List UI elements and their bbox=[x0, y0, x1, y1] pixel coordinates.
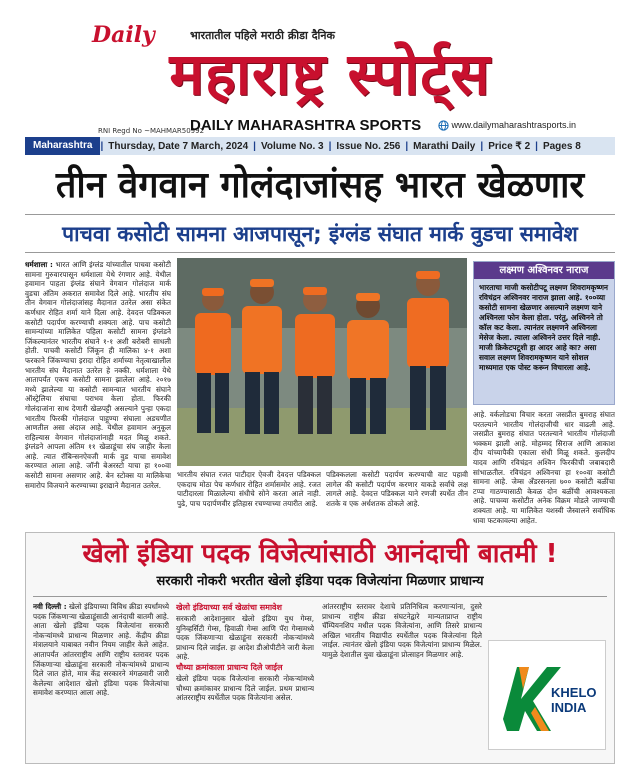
khelo-body-1: खेलो इंडियाच्या विविध क्रीडा स्पर्धांमध्ये पदक जिंकणाऱ्या खेळाडूंसाठी आनंदाची बातमी आहे. आता खेलो इंडिया पदक विजेत्यांना सरकारी नोकऱ्यांमध्ये प्राधान्य मिळणार आहे. केंद्रीय क्रीडा मंत्रालयाने याबाबत नवीन नियम जाहीर केले आहेत. आतापर्यंत आंतरराष्ट्रीय आणि राष्ट्रीय स्तरावर पदक जिंकणाऱ्या खेळाडूंना सरकारी नोकऱ्यांमध्ये प्राधान्य दिले जात होते, मात्र केंद्र सरकारने मंगळवारी जारी केलेल्या आदेशात खेलो इंडिया पदक विजेत्यांचा समावेश करण्यात आला आहे. bbox=[33, 602, 169, 698]
rni-number: RNI Regd No ~MAHMAR50992 bbox=[98, 127, 205, 135]
website-url[interactable]: www.dailymaharashtrasports.in bbox=[451, 120, 577, 130]
info-language: Marathi Daily bbox=[413, 140, 476, 152]
divider bbox=[33, 596, 607, 597]
info-price: Price ₹ 2 bbox=[488, 140, 531, 152]
info-date: Thursday, Date 7 March, 2024 bbox=[108, 140, 249, 152]
info-pages: Pages 8 bbox=[542, 140, 581, 152]
logo-text-khelo: KHELO bbox=[551, 685, 597, 700]
lead-body-1: भारत आणि इंग्लंड यांच्यातील पाचवा कसोटी सामना गुरुवारपासून धर्मशाला येथे रंगणार आहे. येथील हवामान पाहता इंग्लंड संघाने वेगवान गोलंदाज मार्क वुडचा अंतिम अकरात समावेश दिले आहे. भारतीय संघ तीन वेगवान गोलंदाजांसह मैदानात उतरेल असा संकेत कर्णधार रोहित शर्मा याने दिला आहे. देवदत्त पडिक्कल कसोटी पदार्पण करण्याची शक्यता आहे. पाच कसोटी सामन्यांच्या मालिकेत पहिला कसोटी सामना इंग्लंडने जिंकल्यानंतर भारतीय संघाने १-१ अशी बरोबरी साधली होती. पाचवी कसोटी जिंकून ही मालिका ४-१ अशा फरकाने जिंकण्याचा इरादा रोहित शर्माच्या नेतृत्वाखालील भारतीय संघ मैदानात उतरेल हे नक्की. धर्मशाला येथे आतापर्यंत एकच कसोटी सामना झालेला आहे. २०१७ मध्ये झालेल्या या कसोटी सामन्यात भारतीय संघाने ऑस्ट्रेलिया संघाचा पराभव केला होता. फिरकी गोलंदाजांना साथ देणारी खेळपट्टी असल्याने पुन्हा एकदा भारतीय फिरकी गोलंदाज पाहुण्या संघाला अडचणीत आणतील असा अंदाज आहे. येथील हवामान अनुकूल राहिल्यास वेगवान गोलंदाजांनाही मदत मिळू शकते. इंग्लंडने आपला अंतिम ११ खेळाडूंचा संघ जाहीर केला आहे. त्यात रॉबिन्सनऐवजी मार्क वुड याचा समावेश करण्यात आला आहे. जॉनी बेअरस्टो याचा हा १००वा कसोटी सामना असणार आहे. बेन स्टोक्स या मालिकेचा समारोप विजयाने करण्याच्या इराद्याने मैदानात उतरेल. bbox=[25, 260, 171, 490]
sidebar-box bbox=[473, 261, 615, 405]
khelo-column-1 bbox=[33, 602, 169, 758]
khelo-column-3: आंतरराष्ट्रीय स्तरावर देशाचे प्रतिनिधित्व करणाऱ्यांना, दुसरे प्राधान्य राष्ट्रीय क्रीडा संघटनेद्वारे मान्यताप्राप्त राष्ट्रीय चॅम्पियनशिप मधील पदक विजेत्यांना, आणि तिसरे प्राधान्य अखिल भारतीय विद्यापीठ स्पर्धेतील पदक विजेत्यांना दिले जाईल. त्यानंतर खेलो इंडिया पदक विजेत्यांना प्राधान्य मिळेल. यामुळे देशातील युवा खेळाडूंना प्रोत्साहन मिळणार आहे. bbox=[322, 602, 482, 659]
lead-column-1 bbox=[25, 260, 171, 528]
divider bbox=[25, 252, 615, 253]
lead-dateline: धर्मशाला : bbox=[25, 260, 53, 269]
khelo-body-2a: सरकारी आदेशानुसार खेलो इंडिया युथ गेम्स, युनिव्हर्सिटी गेम्स, हिवाळी गेम्स आणि पॅरा गेम्समध्ये पदक जिंकणाऱ्या खेळाडूंना सरकारी नोकऱ्यांमध्ये प्राधान्य दिले जाईल. हा आदेश डीओपीटीने जारी केला आहे. bbox=[176, 614, 314, 662]
lead-headline: तीन वेगवान गोलंदाजांसह भारत खेळणार bbox=[55, 165, 585, 206]
khelo-subhead-1: खेलो इंडियाच्या सर्व खेळांचा समावेश bbox=[176, 603, 282, 612]
masthead-daily: Daily bbox=[92, 22, 155, 48]
team-photo bbox=[177, 258, 467, 466]
masthead-tagline: भारतातील पहिले मराठी क्रीडा दैनिक bbox=[190, 29, 335, 42]
logo-text-india: INDIA bbox=[551, 700, 587, 715]
khelo-subhead-2: चौथ्या क्रमांकाला प्राधान्य दिले जाईल bbox=[176, 662, 283, 672]
globe-icon bbox=[438, 120, 449, 131]
info-bar: Maharashtra | Thursday, Date 7 March, 2024 | Volume No. 3 | Issue No. 256 | Marathi Daily | Price ₹ 2 | Pages 8 bbox=[25, 137, 615, 155]
khelo-india-logo bbox=[488, 640, 606, 750]
english-title: DAILY MAHARASHTRA SPORTS bbox=[190, 117, 422, 134]
sidebar-text: भारताचा माजी कसोटीपटू लक्ष्मण शिवरामकृष्णन रविचंद्रन अश्विनवर नाराज झाला आहे. १००व्या कसोटी सामना खेळणार असल्याने लक्ष्मण याने अश्विनला फोन केला होता. परंतु, अश्विनने तो कॉल कट केला. त्यानंतर लक्ष्मणने अश्विनला मेसेज केला. त्याला अश्विनने उत्तर दिले नाही. माजी क्रिकेटपटूशी हा आदर आहे का? असा सवाल लक्ष्मण शिवरामकृष्णन याने सोशल माध्यमात एक पोस्ट करून विचारला आहे. bbox=[479, 283, 609, 372]
khelo-subheadline: सरकारी नोकरी भरतीत खेलो इंडिया पदक विजेत्यांना मिळणार प्राधान्य bbox=[156, 574, 484, 589]
website bbox=[438, 120, 576, 131]
khelo-body-2b: खेलो इंडिया पदक विजेत्यांना सरकारी नोकऱ्यांमध्ये चौथ्या क्रमांकावर प्राधान्य दिले जाईल. प्रथम प्राधान्य आंतरराष्ट्रीय स्पर्धेतील पदक विजेत्यांना असेल. bbox=[176, 673, 314, 703]
lead-subheadline: पाचवा कसोटी सामना आजपासून; इंग्लंड संघात मार्क वुडचा समावेश bbox=[62, 222, 578, 246]
lead-column-3: पडिक्कलला कसोटी पदार्पण करण्याची वाट पहावी लागेल की कसोटी पदार्पण करणार याकडे सर्वांचे लक्ष लागले आहे. देवदत्त पडिक्कल याने रणजी स्पर्धेत तीन शतके व एक अर्धशतक ठोकले आहे. bbox=[326, 470, 468, 508]
masthead-title: महाराष्ट्र स्पोर्ट्स bbox=[169, 40, 491, 108]
info-volume: Volume No. 3 bbox=[260, 140, 324, 152]
khelo-column-2 bbox=[176, 602, 314, 758]
khelo-dateline: नवी दिल्ली : bbox=[33, 602, 67, 611]
photo-caption: भारतीय संघात रजत पाटीदार ऐवजी देवदत्त पडिक्कल एकदाच मोठा पेच कर्णधार रोहित शर्मासमोर आहे. रजत पाटीदारला मिळालेल्या संधीचे सोने करता आले नाही. पुढे, पाच पदार्पणवीर इतिहास रचण्याच्या तयारीत आहे. bbox=[177, 470, 321, 508]
sidebar-heading: लक्ष्मण अश्विनवर नाराज bbox=[474, 262, 614, 279]
divider bbox=[25, 214, 615, 215]
khelo-headline: खेलो इंडिया पदक विजेत्यांसाठी आनंदाची बातमी ! bbox=[82, 539, 558, 569]
info-issue: Issue No. 256 bbox=[336, 140, 401, 152]
edition-state: Maharashtra bbox=[25, 137, 100, 155]
lead-column-4: आहे. वर्कलोडचा विचार करता जसप्रीत बुमराह संघात परतल्याने भारतीय गोलंदाजीची धार वाढली आहे. जसप्रीत बुमराह संघात परतल्याने भारतीय गोलंदाजी भक्कम झाली आहे. मोहम्मद सिराज आणि आकाश दीप यांच्यापैकी एकाला संधी मिळू शकते. कुलदीप यादव आणि रविचंद्रन अश्विन फिरकीची जबाबदारी सांभाळतील. रविचंद्रन अश्विनचा हा १००वा कसोटी सामना आहे. जेम्स अँडरसनला ७०० कसोटी बळींचा टप्पा गाठण्यासाठी केवळ दोन बळींची आवश्यकता आहे. पाचव्या कसोटीत अनेक विक्रम मोडले जाण्याची शक्यता आहे. या मालिकेत यशस्वी जैस्वालने सर्वाधिक धावा फटकावल्या आहेत. bbox=[473, 410, 615, 525]
